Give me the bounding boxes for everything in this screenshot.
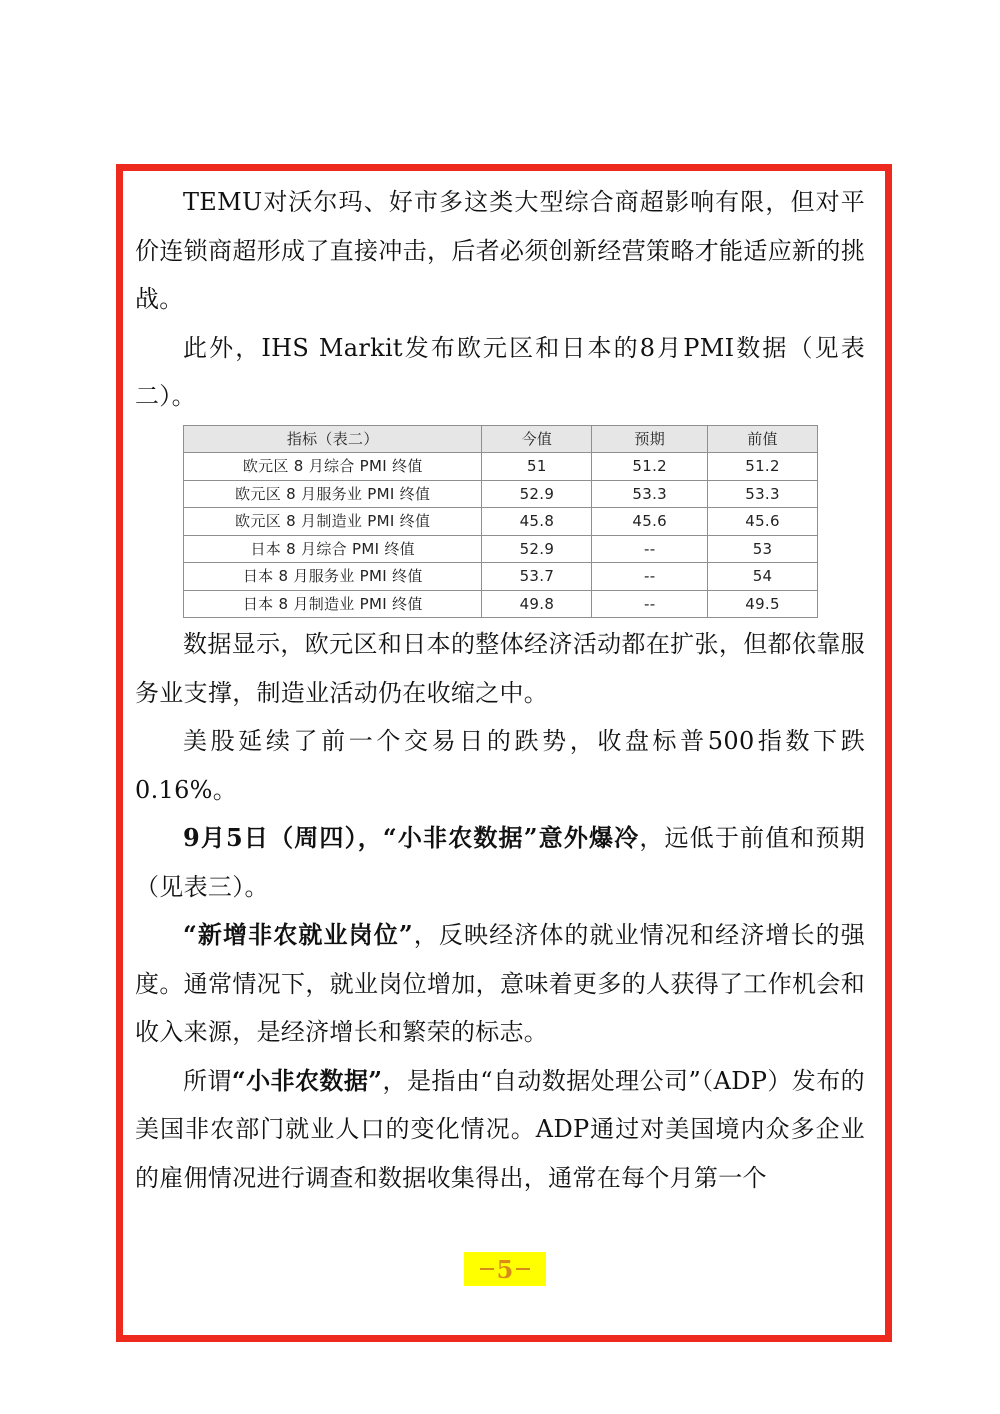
table-cell-current: 49.8 — [482, 590, 592, 618]
paragraph-data-analysis — [135, 620, 865, 717]
table-row — [184, 453, 818, 481]
table-cell-current: 51 — [482, 453, 592, 481]
paragraph-adp-cold-bold: 9月5日（周四），“小非农数据”意外爆冷 — [183, 823, 640, 852]
table-cell-indicator: 欧元区 8 月服务业 PMI 终值 — [184, 480, 482, 508]
table-header-indicator: 指标（表二） — [184, 425, 482, 453]
table-row — [184, 535, 818, 563]
paragraph-us-stocks-text: 美股延续了前一个交易日的跌势，收盘标普500指数下跌0.16%。 — [135, 727, 865, 804]
table-header-current: 今值 — [482, 425, 592, 453]
table-cell-forecast: -- — [592, 535, 708, 563]
paragraph-data-analysis-text: 数据显示，欧元区和日本的整体经济活动都在扩张，但都依靠服务业支撑，制造业活动仍在收缩之中。 — [135, 630, 865, 707]
paragraph-adp-definition-pre: 所谓 — [183, 1066, 232, 1095]
document-body — [135, 178, 865, 1202]
paragraph-nonfarm-jobs — [135, 911, 865, 1057]
pmi-table-wrapper — [183, 425, 818, 619]
table-row — [184, 508, 818, 536]
table-cell-previous: 53 — [708, 535, 818, 563]
page-number-dash-right — [516, 1268, 530, 1270]
table-cell-forecast: 45.6 — [592, 508, 708, 536]
page-number-dash-left — [480, 1268, 494, 1270]
paragraph-adp-cold — [135, 814, 865, 911]
table-cell-previous: 54 — [708, 563, 818, 591]
paragraph-pmi-intro — [135, 324, 865, 421]
table-header-previous: 前值 — [708, 425, 818, 453]
paragraph-temu — [135, 178, 865, 324]
pmi-table — [183, 425, 818, 619]
table-cell-forecast: -- — [592, 590, 708, 618]
table-cell-previous: 53.3 — [708, 480, 818, 508]
table-cell-previous: 51.2 — [708, 453, 818, 481]
table-cell-previous: 45.6 — [708, 508, 818, 536]
table-header-row — [184, 425, 818, 453]
table-cell-indicator: 日本 8 月综合 PMI 终值 — [184, 535, 482, 563]
page-number-badge — [464, 1252, 546, 1286]
paragraph-pmi-intro-text: 此外，IHS Markit发布欧元区和日本的8月PMI数据（见表二）。 — [135, 333, 865, 410]
table-cell-previous: 49.5 — [708, 590, 818, 618]
table-cell-indicator: 欧元区 8 月制造业 PMI 终值 — [184, 508, 482, 536]
paragraph-adp-cold-text: ，远低于前值和预期（见表三）。 — [135, 824, 865, 901]
paragraph-nonfarm-jobs-text: ，反映经济体的就业情况和经济增长的强度。通常情况下，就业岗位增加，意味着更多的人获得了工作机会和收入来源，是经济增长和繁荣的标志。 — [135, 921, 865, 1046]
table-row — [184, 590, 818, 618]
table-cell-indicator: 日本 8 月服务业 PMI 终值 — [184, 563, 482, 591]
table-cell-current: 52.9 — [482, 480, 592, 508]
paragraph-temu-text: TEMU对沃尔玛、好市多这类大型综合商超影响有限，但对平价连锁商超形成了直接冲击，后者必须创新经营策略才能适应新的挑战。 — [135, 188, 865, 313]
paragraph-nonfarm-jobs-bold: “新增非农就业岗位” — [183, 920, 413, 949]
table-row — [184, 563, 818, 591]
table-header-forecast: 预期 — [592, 425, 708, 453]
table-row — [184, 480, 818, 508]
paragraph-adp-definition-bold: “小非农数据” — [231, 1065, 383, 1095]
paragraph-adp-definition — [135, 1057, 865, 1203]
table-cell-indicator: 欧元区 8 月综合 PMI 终值 — [184, 453, 482, 481]
table-cell-current: 52.9 — [482, 535, 592, 563]
table-cell-forecast: -- — [592, 563, 708, 591]
table-cell-indicator: 日本 8 月制造业 PMI 终值 — [184, 590, 482, 618]
table-cell-current: 45.8 — [482, 508, 592, 536]
paragraph-adp-definition-text: ，是指由“自动数据处理公司”（ADP）发布的美国非农部门就业人口的变化情况。ADP通过对美国境内众多企业的雇佣情况进行调查和数据收集得出，通常在每个月第一个 — [135, 1066, 865, 1192]
paragraph-us-stocks — [135, 717, 865, 814]
page-number: 5 — [496, 1254, 514, 1284]
table-cell-forecast: 51.2 — [592, 453, 708, 481]
table-cell-current: 53.7 — [482, 563, 592, 591]
table-cell-forecast: 53.3 — [592, 480, 708, 508]
